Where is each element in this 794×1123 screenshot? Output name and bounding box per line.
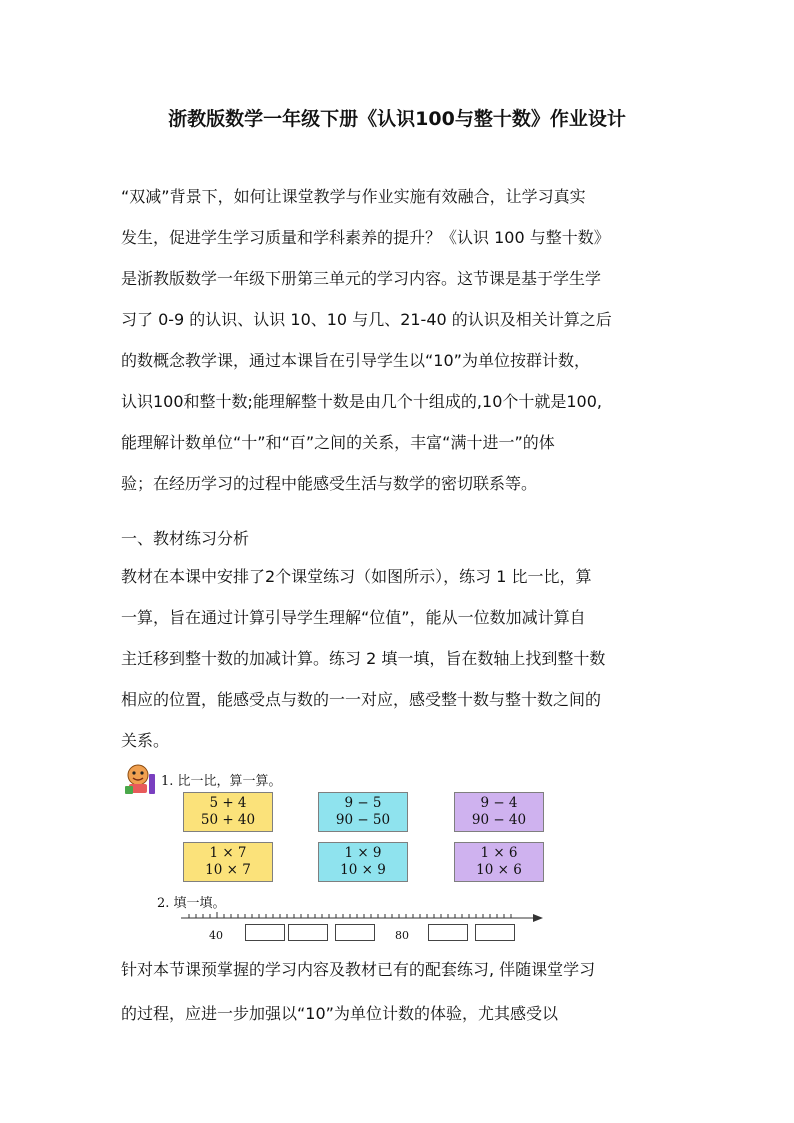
cartoon-icon [124,762,158,796]
box-line: 1 × 9 [344,845,382,861]
exercise-box [183,842,273,882]
intro-line: 是浙教版数学一年级下册第三单元的学习内容。这节课是基于学生学 [121,269,602,288]
document-title: 浙教版数学一年级下册《认识100与整十数》作业设计 [168,108,626,130]
section-heading: 一、教材练习分析 [121,529,250,548]
section1-line: 主迁移到整十数的加减计算。练习 2 填一填，旨在数轴上找到整十数 [121,649,606,668]
numberline-label: 40 [209,929,223,942]
closing-line: 针对本节课预掌握的学习内容及教材已有的配套练习, 伴随课堂学习 [121,960,596,979]
exercise-box [183,792,273,832]
intro-line: 能理解计数单位“十”和“百”之间的关系，丰富“满十进一”的体 [121,433,555,452]
intro-paragraph [121,176,681,504]
intro-line: 习了 0-9 的认识、认识 10、10 与几、21-40 的认识及相关计算之后 [121,310,612,329]
intro-line: 认识100和整十数;能理解整十数是由几个十组成的,10个十就是100, [121,392,603,411]
answer-blank[interactable] [335,924,375,941]
box-line: 10 × 9 [340,862,386,878]
answer-blank[interactable] [428,924,468,941]
section1-line: 关系。 [121,731,170,750]
intro-line: 验；在经历学习的过程中能感受生活与数学的密切联系等。 [121,474,538,493]
numberline-label: 80 [395,929,409,942]
box-line: 1 × 6 [480,845,518,861]
box-line: 1 × 7 [209,845,247,861]
box-line: 5 + 4 [209,795,247,811]
intro-line: “双减”背景下，如何让课堂教学与作业实施有效融合，让学习真实 [121,187,586,206]
answer-blank[interactable] [245,924,285,941]
intro-line: 发生，促进学生学习质量和学科素养的提升？《认识 100 与整十数》 [121,228,610,247]
section1-line: 一算，旨在通过计算引导学生理解“位值”，能从一位数加减计算自 [121,608,586,627]
exercise-box [454,792,544,832]
closing-paragraph [121,948,681,1036]
exercise-box [318,842,408,882]
intro-line: 的数概念教学课，通过本课旨在引导学生以“10”为单位按群计数， [121,351,590,370]
section1-line: 教材在本课中安排了2个课堂练习（如图所示），练习 1 比一比，算 [121,567,592,586]
box-line: 90 − 40 [471,812,527,828]
closing-line: 的过程，应进一步加强以“10”为单位计数的体验，尤其感受以 [121,1004,558,1023]
box-line: 10 × 6 [476,862,522,878]
box-line: 9 − 4 [480,795,518,811]
exercise-box [454,842,544,882]
answer-blank[interactable] [288,924,328,941]
box-line: 9 − 5 [344,795,382,811]
textbook-figure [121,762,561,942]
answer-blank[interactable] [475,924,515,941]
box-line: 10 × 7 [205,862,251,878]
section1-line: 相应的位置，能感受点与数的一一对应，感受整十数与整十数之间的 [121,690,602,709]
exercise1-title: 1. 比一比，算一算。 [161,774,282,789]
section1-paragraph [121,556,681,761]
box-line: 50 + 40 [200,812,256,828]
exercise-box [318,792,408,832]
exercise2-title: 2. 填一填。 [157,896,226,911]
box-line: 90 − 50 [335,812,391,828]
